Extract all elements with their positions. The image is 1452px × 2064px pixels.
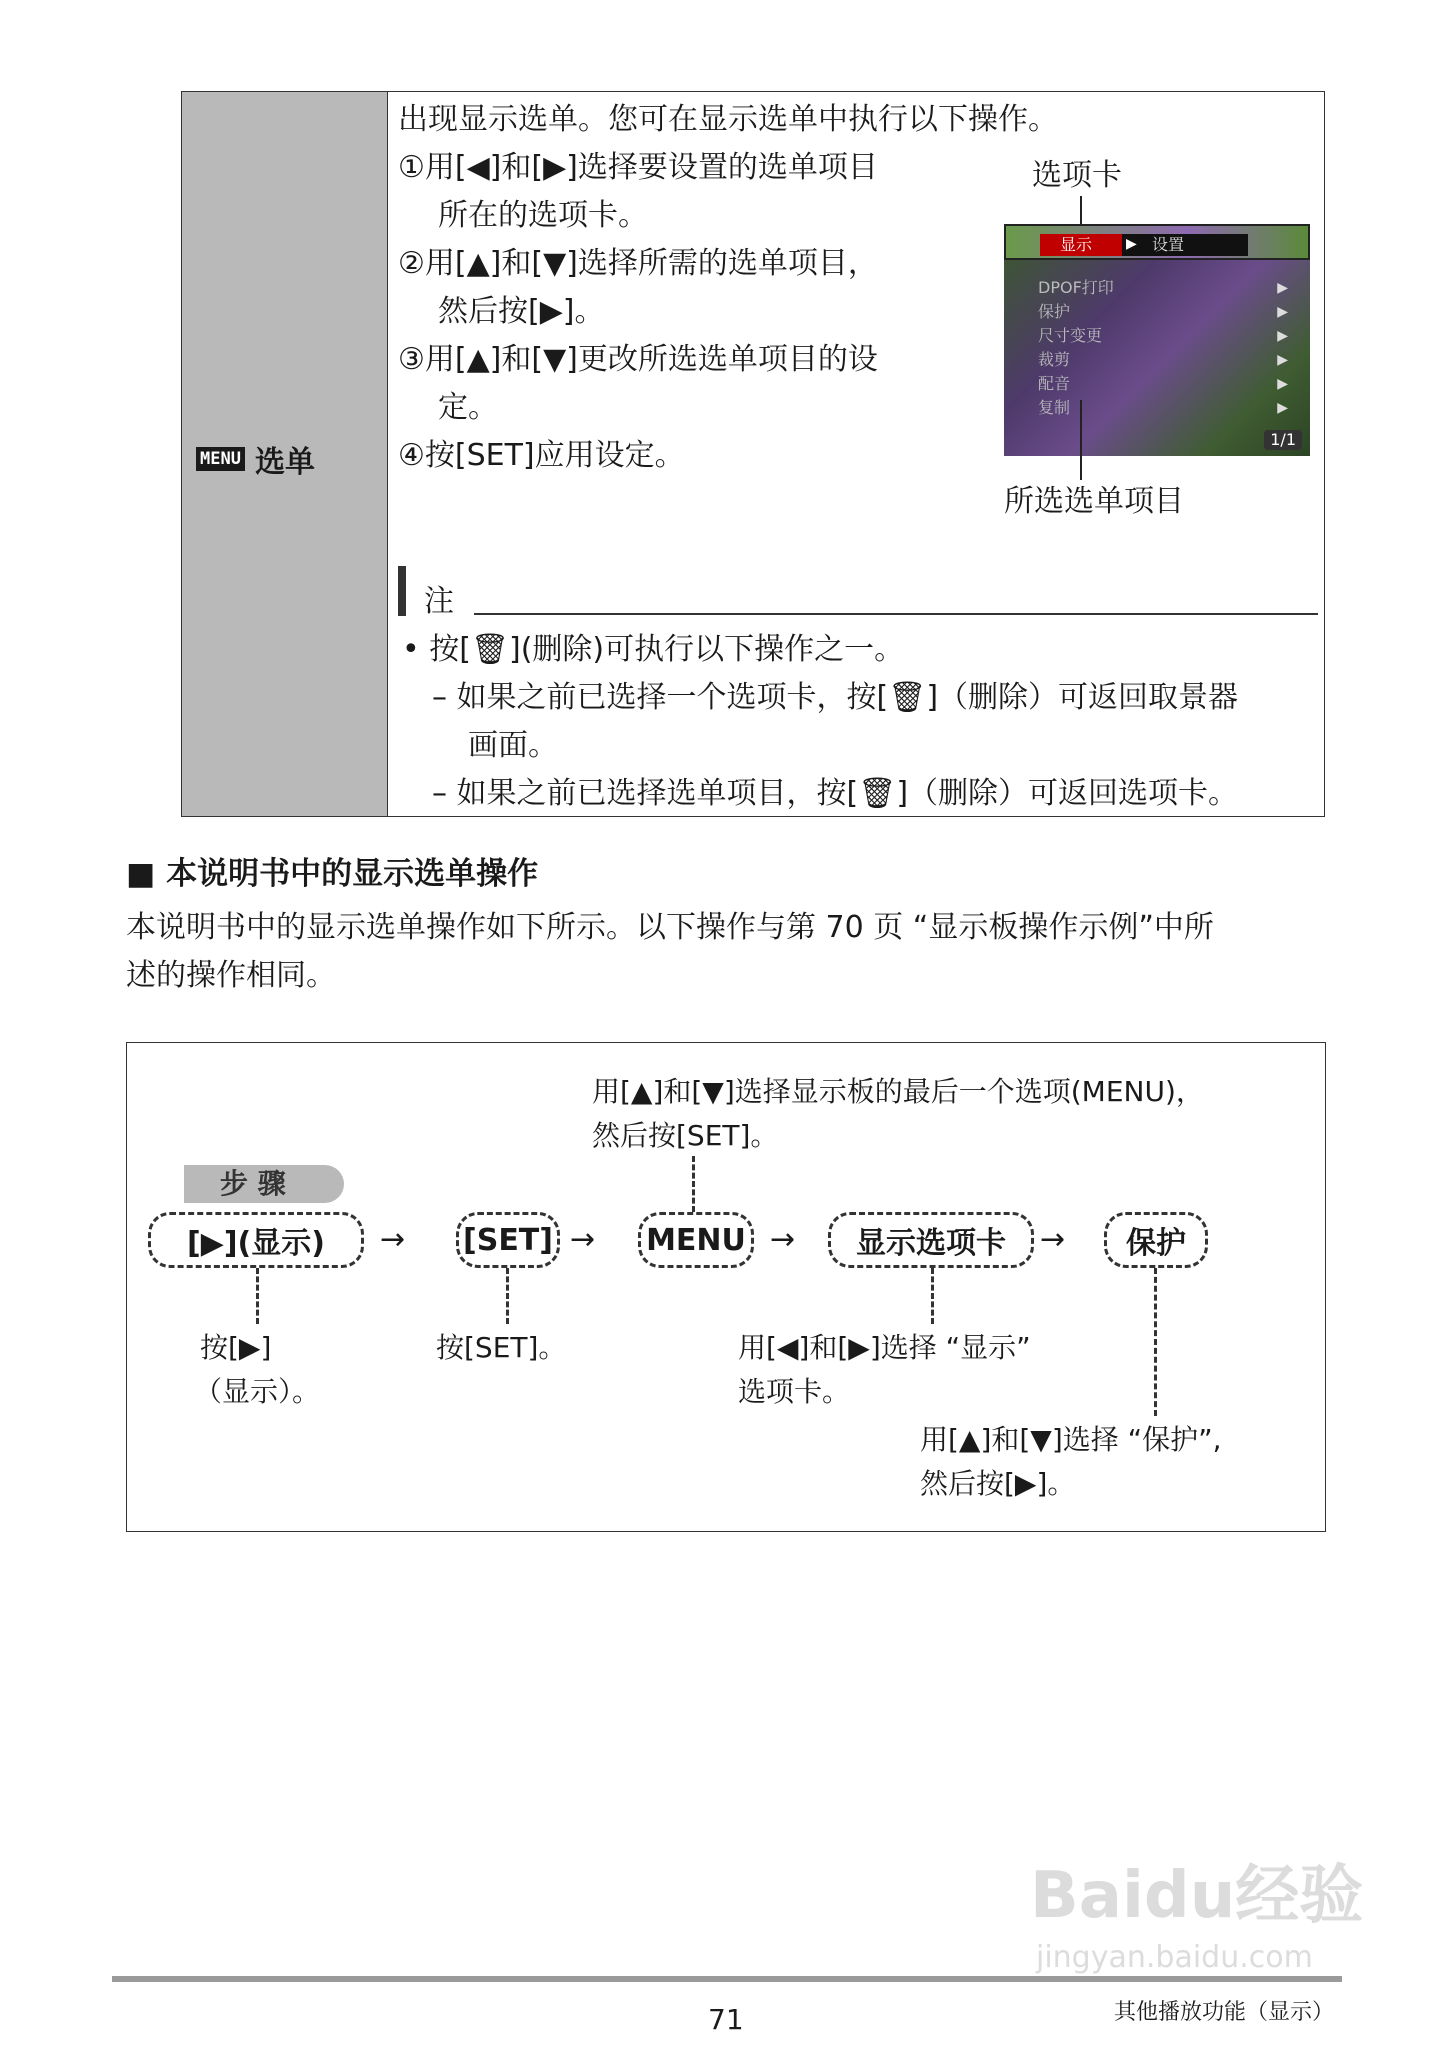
note-bar	[398, 566, 406, 616]
chevron-right-icon: ▶	[1277, 328, 1288, 344]
flow-top-note-line1: 用[▲]和[▼]选择显示板的最后一个选项(MENU)，	[592, 1075, 1204, 1108]
callout-item-label: 所选选单项目	[1004, 484, 1184, 519]
callout-line-tab	[1080, 196, 1082, 226]
arrow-right-icon: →	[380, 1222, 406, 1257]
callout-tab-label: 选项卡	[1032, 158, 1122, 193]
row-label: 选单	[254, 445, 315, 480]
camera-menu-item: 尺寸变更 ▶	[1038, 324, 1288, 348]
camera-menu-item: 复制 ▶	[1038, 396, 1288, 420]
camera-tab-settings: 设置	[1122, 234, 1248, 256]
note-divider	[474, 613, 1318, 615]
chevron-right-icon: ▶	[1277, 376, 1288, 392]
note-dash-1-cont: 画面。	[468, 728, 558, 763]
flow-desc-display-line1: 用[◀]和[▶]选择 “显示”	[738, 1331, 1031, 1364]
camera-tab-arrow-icon: ▶	[1126, 236, 1137, 252]
footer-rule	[112, 1976, 1342, 1982]
connector-display-tab	[931, 1268, 934, 1324]
watermark-url: jingyan.baidu.com	[1036, 1940, 1313, 1975]
chevron-right-icon: ▶	[1277, 352, 1288, 368]
step-text: 用[◀]和[▶]选择要设置的选单项目	[424, 150, 878, 185]
callout-line-item	[1080, 400, 1082, 480]
step-text: 按[SET]应用设定。	[424, 438, 685, 473]
camera-menu-item: 保护 ▶	[1038, 300, 1288, 324]
note-bullet: • 按[🗑](删除)可执行以下操作之一。	[402, 632, 905, 667]
flow-desc-play-line1: 按[▶]	[200, 1331, 272, 1364]
intro-text: 出现显示选单。您可在显示选单中执行以下操作。	[398, 102, 1058, 137]
menu-row-label	[196, 437, 315, 481]
camera-tab-display: 显示	[1040, 234, 1122, 256]
flow-box-menu: MENU	[638, 1212, 754, 1268]
flow-desc-protect-line1: 用[▲]和[▼]选择 “保护”,	[920, 1423, 1222, 1456]
flow-box-protect: 保护	[1104, 1212, 1208, 1268]
page-number: 71	[708, 2003, 744, 2036]
square-bullet-icon: ■	[126, 856, 156, 892]
step-1	[398, 144, 878, 192]
flow-desc-display-line2: 选项卡。	[738, 1375, 851, 1408]
chevron-right-icon: ▶	[1277, 304, 1288, 320]
note-title: 注	[424, 584, 454, 619]
chevron-right-icon: ▶	[1277, 280, 1288, 296]
step-1-cont: 所在的选项卡。	[438, 198, 648, 233]
step-4	[398, 432, 685, 480]
flow-top-note-line2: 然后按[SET]。	[592, 1119, 779, 1152]
step-2	[398, 240, 878, 288]
flow-desc-play-line2: （显示）。	[194, 1375, 321, 1408]
flow-desc-set: 按[SET]。	[436, 1331, 567, 1364]
chapter-title: 其他播放功能（显示）	[1114, 2000, 1335, 2025]
connector-protect	[1154, 1268, 1157, 1416]
connector-menu	[692, 1156, 695, 1212]
arrow-right-icon: →	[570, 1222, 596, 1257]
step-number: ②	[398, 246, 425, 281]
flow-desc-protect-line2: 然后按[▶]。	[920, 1467, 1076, 1500]
chevron-right-icon: ▶	[1277, 400, 1288, 416]
section-body-line2: 述的操作相同。	[126, 958, 336, 993]
table-left-column	[182, 92, 388, 816]
step-3	[398, 336, 878, 384]
step-number: ④	[398, 438, 425, 473]
camera-menu-item: 裁剪 ▶	[1038, 348, 1288, 372]
watermark-logo: Baidu经验	[1030, 1859, 1364, 1933]
camera-page-indicator: 1/1	[1264, 430, 1302, 450]
camera-tab-bar	[1004, 224, 1310, 260]
connector-play	[256, 1268, 259, 1324]
step-text: 用[▲]和[▼]选择所需的选单项目，	[424, 246, 878, 281]
arrow-right-icon: →	[1040, 1222, 1066, 1257]
arrow-right-icon: →	[770, 1222, 796, 1257]
note-dash-1: – 如果之前已选择一个选项卡，按[🗑]（删除）可返回取景器	[432, 680, 1239, 715]
step-text: 用[▲]和[▼]更改所选选单项目的设	[424, 342, 878, 377]
step-3-cont: 定。	[438, 390, 498, 425]
note-dash-2: – 如果之前已选择选单项目，按[🗑]（删除）可返回选项卡。	[432, 776, 1239, 811]
steps-label: 步 骤	[170, 1165, 344, 1203]
flow-box-display-tab: 显示选项卡	[828, 1212, 1034, 1268]
camera-menu-item: 配音 ▶	[1038, 372, 1288, 396]
camera-screen-illustration	[1004, 224, 1310, 456]
section-body-line1: 本说明书中的显示选单操作如下所示。以下操作与第 70 页 “显示板操作示例”中所	[126, 910, 1214, 945]
flow-box-play: [▶](显示)	[148, 1212, 364, 1268]
section-heading: ■ 本说明书中的显示选单操作	[126, 856, 539, 892]
flow-box-set: [SET]	[456, 1212, 560, 1268]
step-number: ③	[398, 342, 425, 377]
menu-button-icon: MENU	[196, 447, 245, 471]
connector-set	[506, 1268, 509, 1324]
camera-menu-item: DPOF打印 ▶	[1038, 276, 1288, 300]
step-number: ①	[398, 150, 425, 185]
step-2-cont: 然后按[▶]。	[438, 294, 605, 329]
